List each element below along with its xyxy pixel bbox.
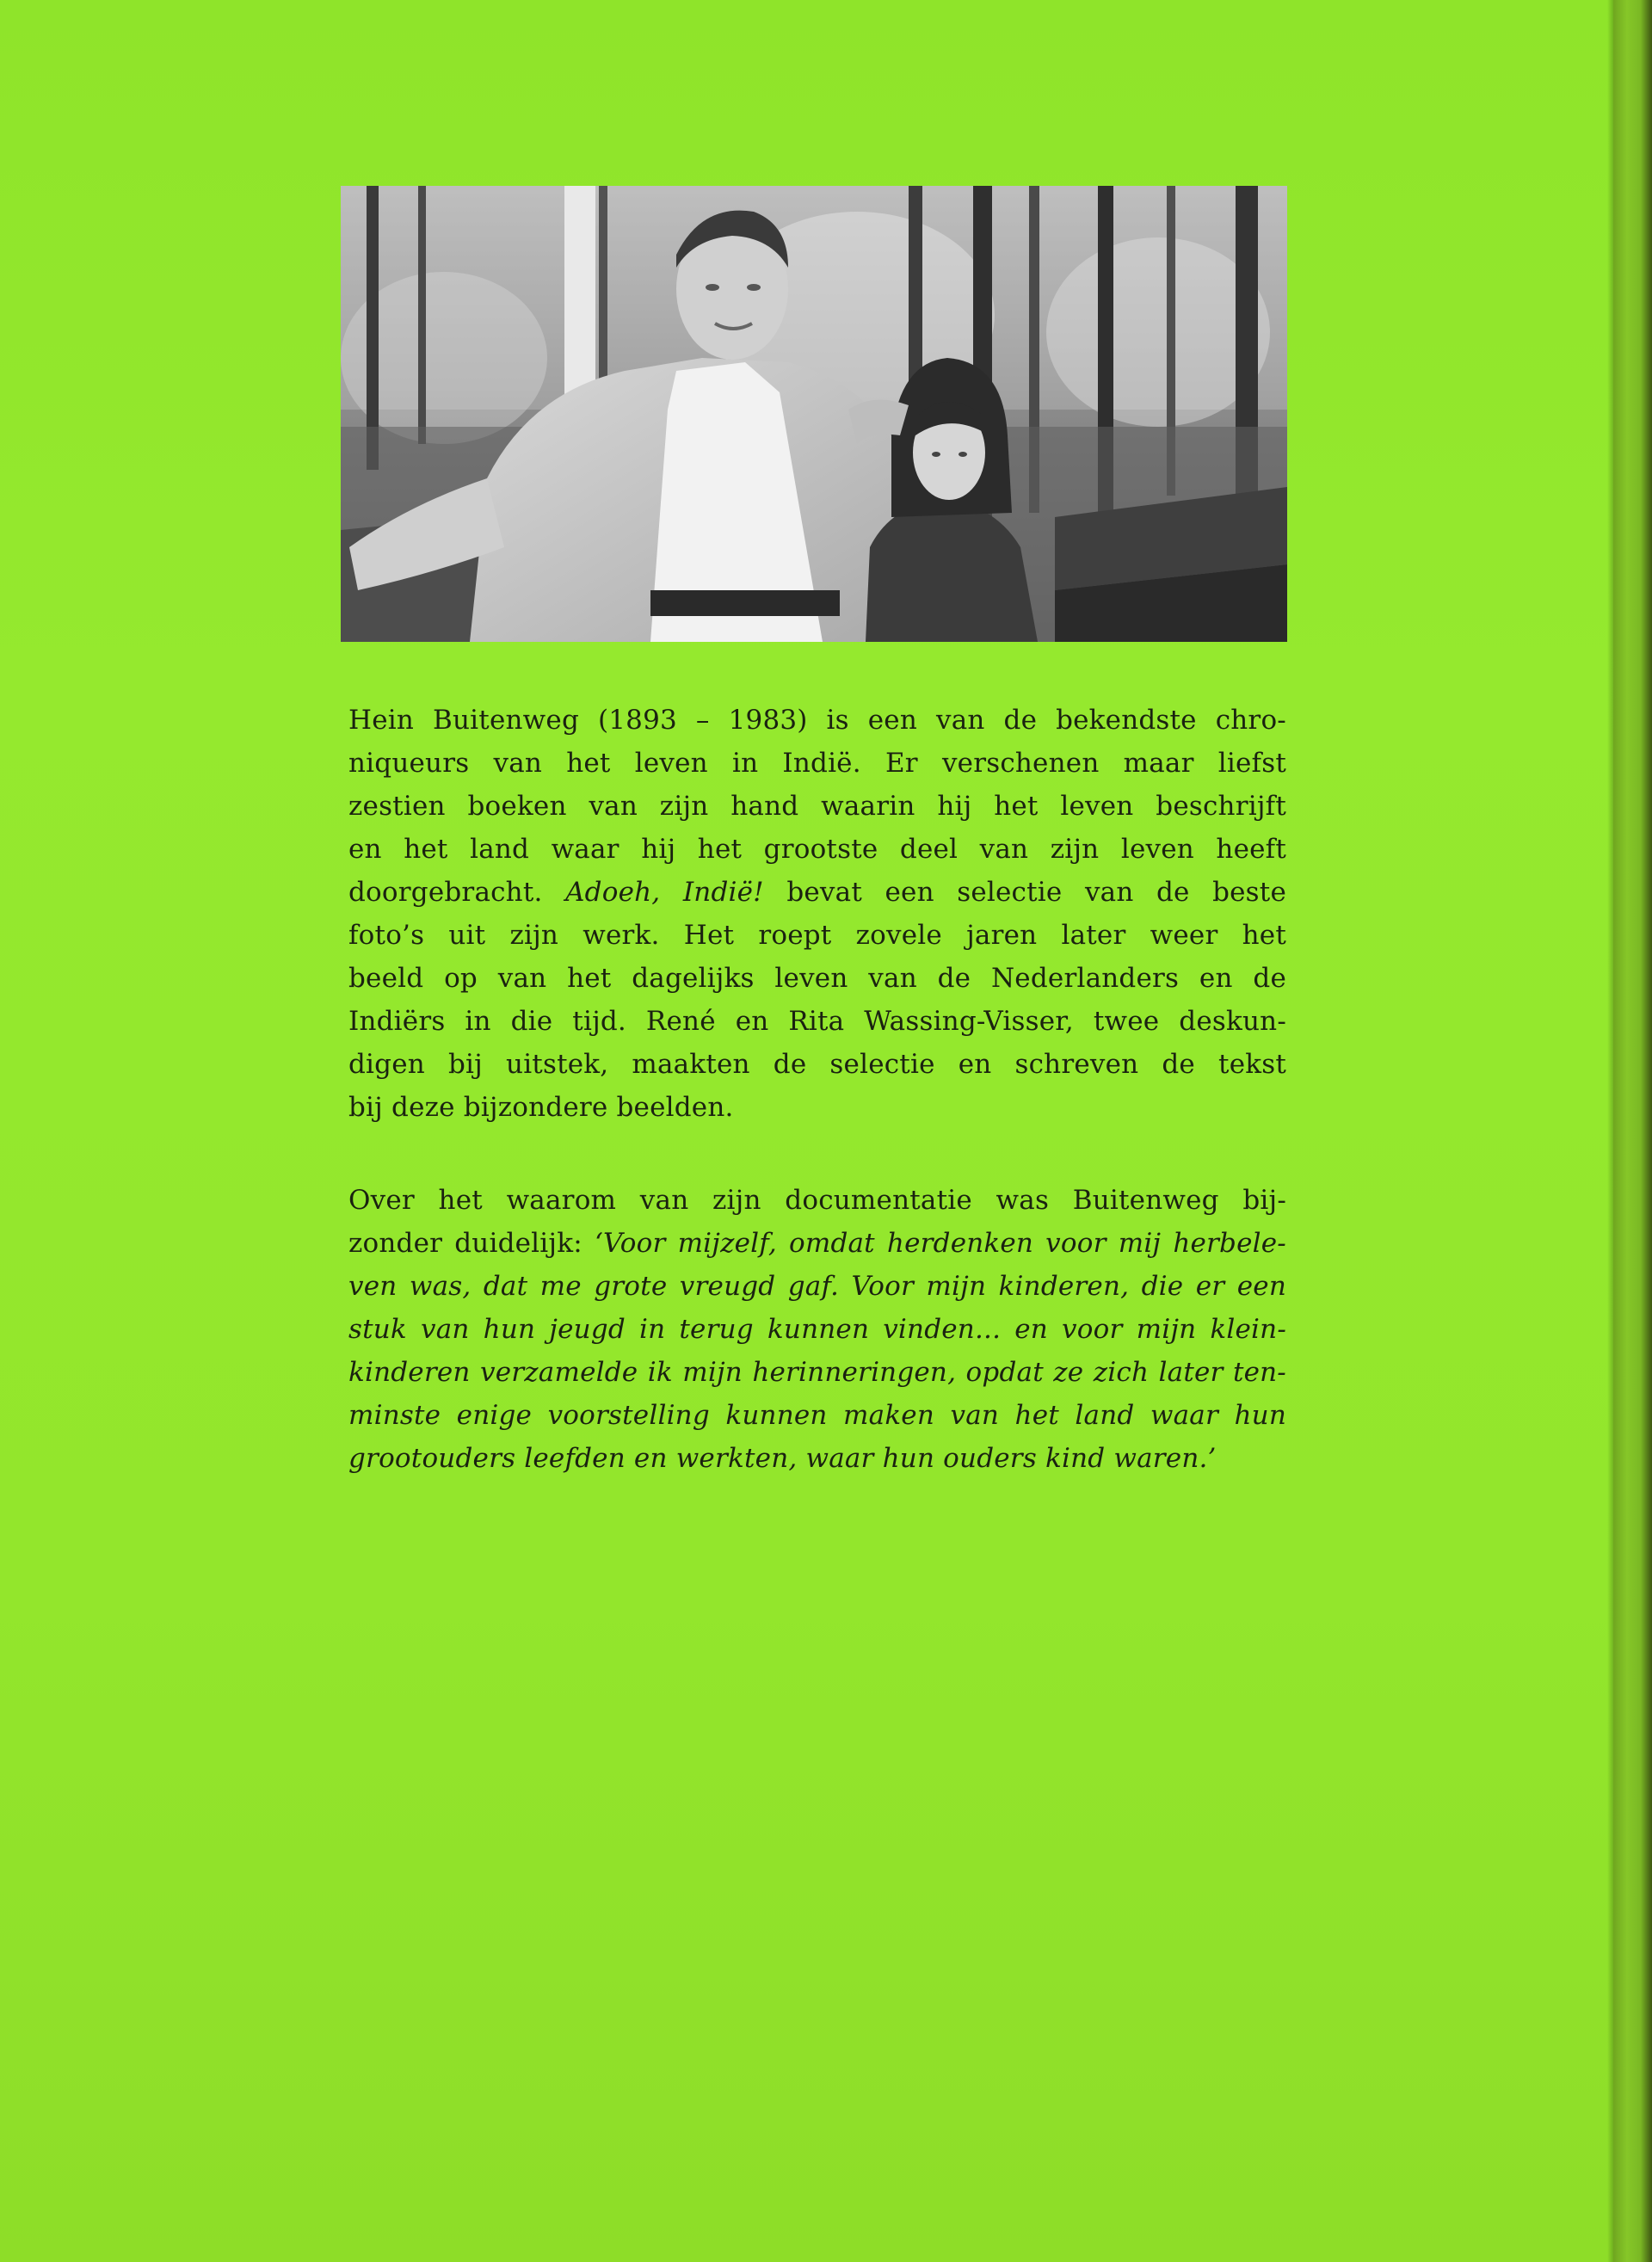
text-line: zestien boeken van zijn hand waarin hij het leven beschrijft — [348, 791, 1286, 822]
photo-illustration — [341, 186, 1287, 642]
text-line: beeld op van het dagelijks leven van de Nederlanders en de — [348, 963, 1286, 994]
quote-fragment: ‘Voor mijzelf, omdat herdenken voor mij herbele- — [594, 1228, 1286, 1259]
text-fragment: bevat een selectie van de beste — [786, 877, 1286, 908]
text-line — [348, 1222, 1286, 1265]
text-line: digen bij uitstek, maakten de selectie en schreven de tekst — [348, 1049, 1286, 1080]
quote-line: ven was, dat me grote vreugd gaf. Voor mijn kinderen, die er een — [348, 1271, 1286, 1302]
quote-paragraph — [348, 1179, 1286, 1480]
text-line: Over het waarom van zijn documentatie was Buitenweg bij- — [348, 1185, 1286, 1216]
text-line: Hein Buitenweg (1893 – 1983) is een van de bekendste chro- — [348, 705, 1286, 736]
book-spine — [1613, 0, 1652, 2262]
quote-line: kinderen verzamelde ik mijn herinneringen, opdat ze zich later ten- — [348, 1357, 1286, 1388]
text-line: niqueurs van het leven in Indië. Er verschenen maar liefst — [348, 748, 1286, 779]
text-line: Indiërs in die tijd. René en Rita Wassing-Visser, twee deskun- — [348, 1006, 1286, 1037]
cover-edge-shadow — [1607, 0, 1613, 2262]
quote-line: grootouders leefden en werkten, waar hun ouders kind waren.’ — [348, 1443, 1217, 1474]
text-line — [348, 871, 1286, 914]
description-paragraph — [348, 699, 1286, 1129]
text-fragment: zonder duidelijk: — [348, 1228, 583, 1259]
quote-line: minste enige voorstelling kunnen maken van het land waar hun — [348, 1400, 1286, 1431]
text-line: foto’s uit zijn werk. Het roept zovele jaren later weer het — [348, 920, 1286, 951]
text-line: bij deze bijzondere beelden. — [348, 1092, 734, 1123]
book-title: Adoeh, Indië! — [565, 877, 764, 908]
quote-line: stuk van hun jeugd in terug kunnen vinden... en voor mijn klein- — [348, 1314, 1286, 1345]
text-fragment: doorgebracht. — [348, 877, 543, 908]
text-line: en het land waar hij het grootste deel van zijn leven heeft — [348, 834, 1286, 865]
cover-photograph — [341, 186, 1287, 642]
